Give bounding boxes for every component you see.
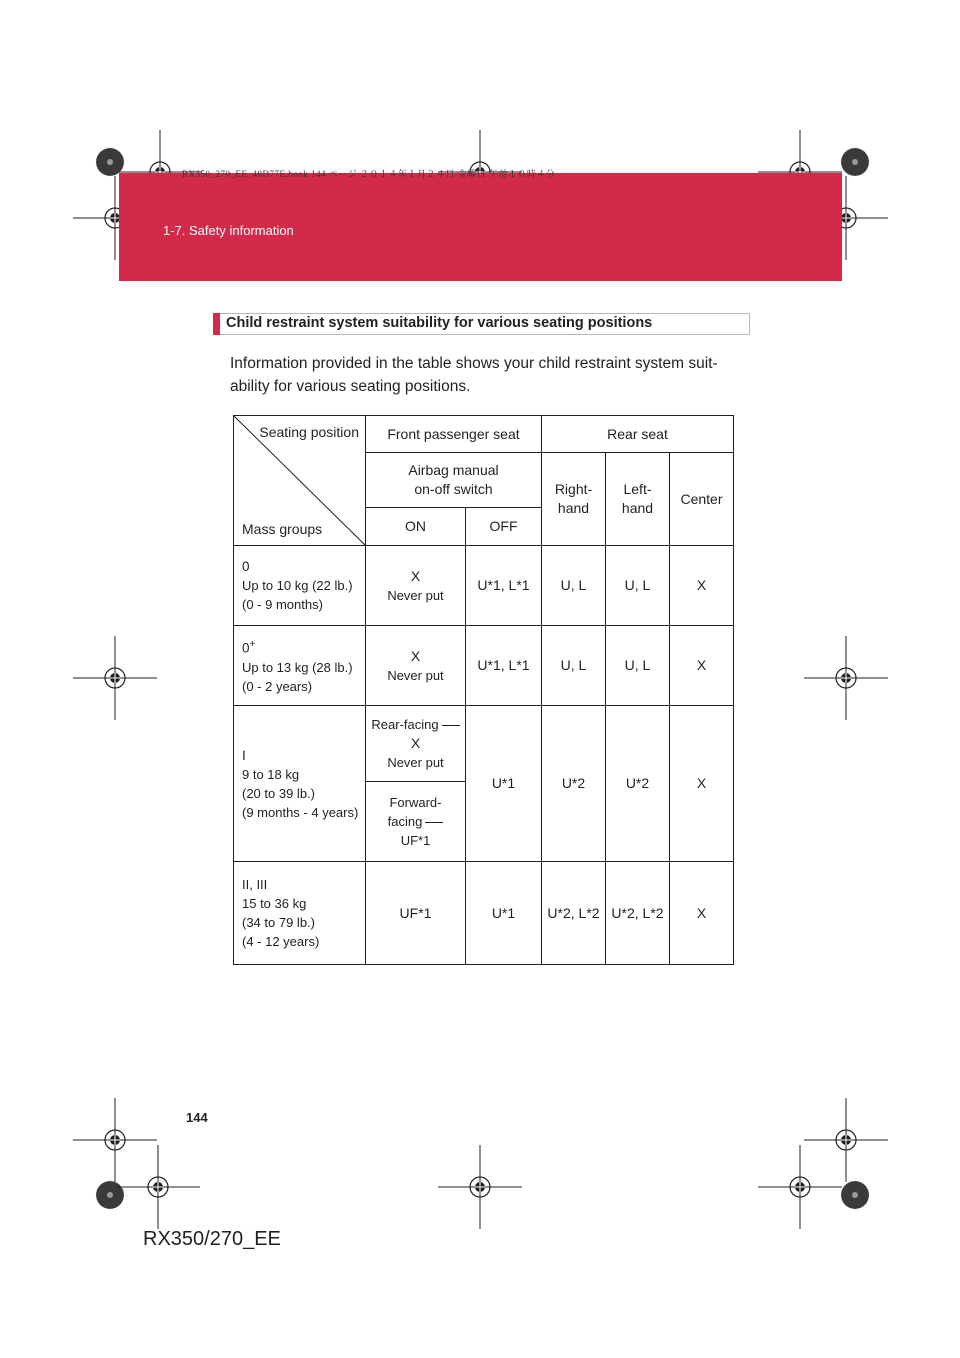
off-cell: U*1 bbox=[466, 706, 542, 862]
right-cell: U*2, L*2 bbox=[542, 862, 606, 965]
forward-facing-label-2: facing bbox=[366, 812, 465, 831]
mass-group-cell bbox=[234, 862, 366, 965]
page-number: 144 bbox=[186, 1110, 208, 1125]
model-code: RX350/270_EE bbox=[143, 1228, 281, 1250]
off-cell: U*1, L*1 bbox=[466, 546, 542, 626]
group-label: 0+ bbox=[242, 639, 256, 656]
rear-facing-note: Never put bbox=[387, 755, 444, 770]
group-label: I bbox=[242, 747, 246, 763]
heading-text: Child restraint system suitability for various seating positions bbox=[226, 315, 653, 331]
age-label: (0 - 2 years) bbox=[242, 678, 313, 694]
mass-group-cell bbox=[234, 706, 366, 862]
right-cell: U, L bbox=[542, 626, 606, 706]
age-label: (9 months - 4 years) bbox=[242, 804, 359, 820]
rear-seat-header: Rear seat bbox=[542, 416, 734, 453]
on-cell bbox=[366, 546, 466, 626]
left-hand-line1: Left- bbox=[623, 481, 652, 497]
left-hand-header bbox=[606, 453, 670, 546]
header-band bbox=[119, 173, 842, 281]
mass-group-cell bbox=[234, 546, 366, 626]
mass-label-2: (34 to 79 lb.) bbox=[242, 915, 315, 930]
center-cell: X bbox=[670, 862, 734, 965]
rear-facing-label: Rear-facing bbox=[366, 715, 465, 734]
right-cell: U*2 bbox=[542, 706, 606, 862]
mass-label: 15 to 36 kg bbox=[242, 896, 307, 911]
center-cell: X bbox=[670, 706, 734, 862]
right-cell: U, L bbox=[542, 546, 606, 626]
mass-label: Up to 13 kg (28 lb.) bbox=[242, 659, 353, 675]
center-cell: X bbox=[670, 626, 734, 706]
forward-facing-cell bbox=[366, 782, 466, 862]
airbag-switch-line1: Airbag manual bbox=[408, 462, 499, 478]
rear-facing-cell bbox=[366, 706, 466, 782]
mass-group-cell bbox=[234, 626, 366, 706]
left-hand-line2: hand bbox=[621, 500, 654, 516]
seating-position-label: Seating position bbox=[259, 424, 359, 440]
on-value: X bbox=[410, 567, 421, 584]
table-row bbox=[234, 626, 734, 706]
group-label: II, III bbox=[242, 877, 268, 892]
mass-label: 9 to 18 kg bbox=[242, 766, 300, 782]
on-note: Never put bbox=[387, 587, 444, 603]
right-hand-line1: Right- bbox=[554, 481, 593, 497]
corner-cell bbox=[234, 416, 366, 546]
mass-groups-label: Mass groups bbox=[242, 521, 323, 537]
table-row bbox=[234, 706, 734, 782]
suitability-table bbox=[233, 415, 734, 965]
airbag-switch-line2: on-off switch bbox=[414, 481, 493, 497]
age-label: (0 - 9 months) bbox=[242, 597, 323, 612]
rear-facing-value: X bbox=[410, 735, 421, 751]
forward-facing-value: UF*1 bbox=[400, 833, 431, 848]
suitability-table-wrap bbox=[233, 415, 734, 965]
right-hand-header bbox=[542, 453, 606, 546]
intro-paragraph: Information provided in the table shows your child restraint system suit-ability for various seating positions. bbox=[230, 355, 718, 395]
on-cell: UF*1 bbox=[366, 862, 466, 965]
table-row bbox=[234, 862, 734, 965]
on-note: Never put bbox=[387, 667, 444, 683]
center-cell: X bbox=[670, 546, 734, 626]
off-cell: U*1 bbox=[466, 862, 542, 965]
front-seat-header: Front passenger seat bbox=[366, 416, 542, 453]
mass-label-2: (20 to 39 lb.) bbox=[242, 785, 315, 801]
forward-facing-label-1: Forward- bbox=[389, 795, 442, 810]
heading-accent bbox=[213, 313, 220, 335]
print-info: RX350_270_EE_48D77E.book 144 ページ ２０１４年１月２４日 金曜日 午前１０時４分 bbox=[182, 169, 556, 179]
section-heading bbox=[213, 313, 750, 335]
off-header: OFF bbox=[466, 508, 542, 546]
group-label: 0 bbox=[242, 559, 250, 574]
section-title: 1-7. Safety information bbox=[163, 223, 294, 238]
left-cell: U*2 bbox=[606, 706, 670, 862]
left-cell: U, L bbox=[606, 626, 670, 706]
off-cell: U*1, L*1 bbox=[466, 626, 542, 706]
age-label: (4 - 12 years) bbox=[242, 934, 320, 949]
on-header: ON bbox=[366, 508, 466, 546]
right-hand-line2: hand bbox=[557, 500, 590, 516]
center-header: Center bbox=[670, 453, 734, 546]
on-cell bbox=[366, 626, 466, 706]
left-cell: U*2, L*2 bbox=[606, 862, 670, 965]
airbag-switch-header bbox=[366, 453, 542, 508]
on-value: X bbox=[410, 647, 421, 664]
left-cell: U, L bbox=[606, 546, 670, 626]
mass-label: Up to 10 kg (22 lb.) bbox=[242, 578, 353, 593]
table-row bbox=[234, 546, 734, 626]
